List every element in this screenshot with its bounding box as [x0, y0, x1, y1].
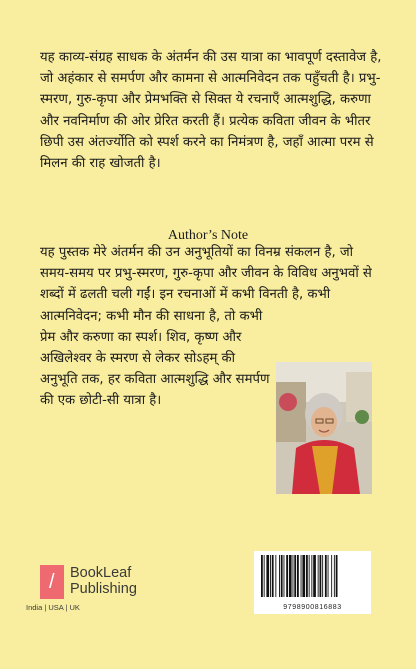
authors-note-text-continued: आत्मनिवेदन; कभी मौन की साधना है, तो कभी प्रेम और करुणा का स्पर्श। शिव, कृष्ण और अखिलेश्वर के स्मरण से लेकर सोऽहम् की अनुभूति तक, हर कविता आत्मशुद्धि और समर्पण की एक छोटी-सी यात्रा है। — [40, 308, 270, 409]
barcode-bars-icon — [259, 555, 366, 599]
publisher-regions: India | USA | UK — [26, 603, 80, 612]
isbn-barcode — [254, 551, 371, 614]
isbn-number: 9798900816883 — [283, 604, 342, 611]
logo-mark-glyph: / — [49, 571, 55, 593]
author-photo — [276, 362, 372, 494]
publisher-name-line1: BookLeaf — [70, 565, 132, 581]
cover-blurb: यह काव्य-संग्रह साधक के अंतर्मन की उस यात्रा का भावपूर्ण दस्तावेज है, जो अहंकार से समर्पण और कामना से आत्मनिवेदन तक पहुँचती है। प्रभु-स्मरण, गुरु-कृपा और प्रेमभक्ति से सिक्त ये रचनाएँ आत्मशुद्धि, करुणा और नवनिर्माण की ओर प्रेरित करती हैं। प्रत्येक कविता जीवन के भीतर छिपी उस अंतर्ज्योति को स्पर्श करने का निमंत्रण है, जहाँ आत्मा परम से मिलन की राह खोजती है। — [40, 50, 382, 172]
publisher-name-line2: Publishing — [70, 581, 137, 597]
author-photo-illustration — [276, 362, 372, 494]
authors-note-heading: Author’s Note — [167, 228, 249, 243]
authors-note-text: यह पुस्तक मेरे अंतर्मन की उन अनुभूतियों का विनम्र संकलन है, जो समय-समय पर प्रभु-स्मरण, गुरु-कृपा और जीवन के विविध अनुभवों से शब्दों में ढलती चली गईं। इन रचनाओं में कभी विनती है, कभी — [40, 245, 372, 303]
logo-mark-icon — [40, 565, 64, 599]
